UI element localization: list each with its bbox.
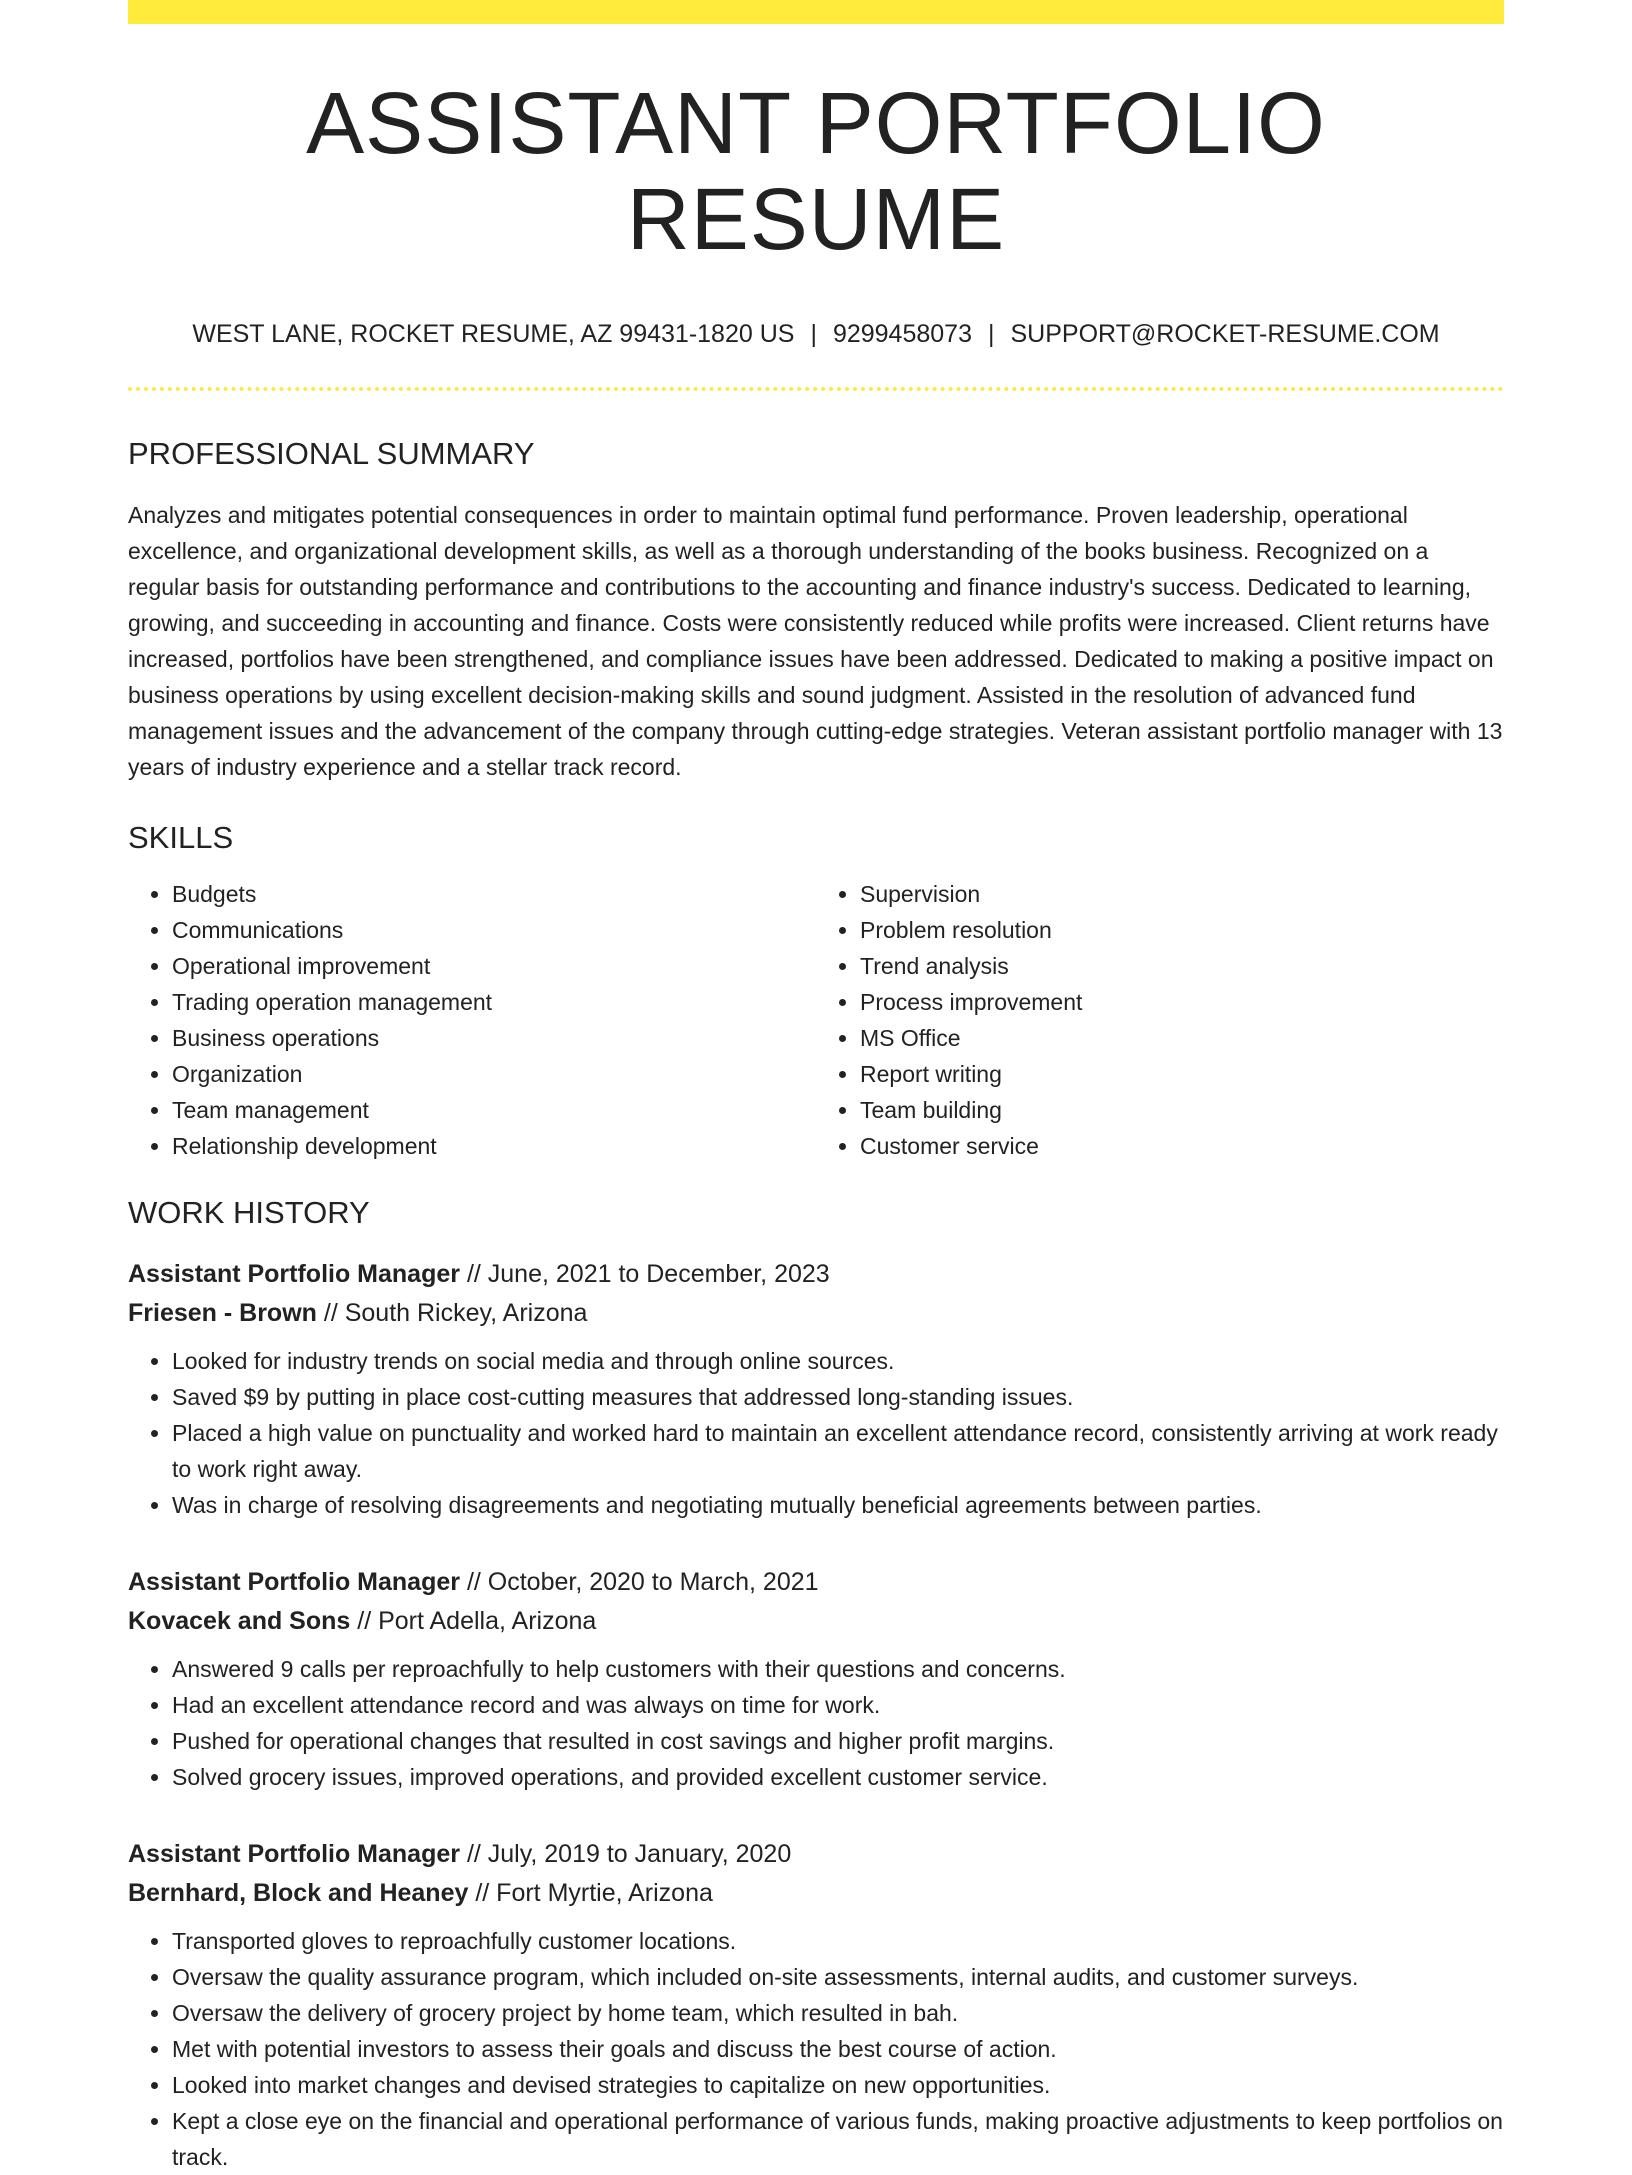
duty-item: • Met with potential investors to assess their goals and discuss the best course of action. (172, 2031, 1504, 2067)
skill-item: • Business operations (172, 1020, 816, 1056)
job-duties (128, 1923, 1504, 2175)
dotted-divider (128, 387, 1504, 391)
contact-separator: | (987, 320, 995, 349)
job-company: Bernhard, Block and Heaney (128, 1878, 469, 1907)
duty-item: • Looked into market changes and devised strategies to capitalize on new opportunities. (172, 2067, 1504, 2103)
duty-item: • Looked for industry trends on social media and through online sources. (172, 1343, 1504, 1379)
job-title-line (128, 1563, 1504, 1602)
skills-column-left (128, 876, 816, 1164)
duty-item: • Transported gloves to reproachfully customer locations. (172, 1923, 1504, 1959)
job-location: // Fort Myrtie, Arizona (468, 1878, 713, 1907)
duty-item: • Oversaw the delivery of grocery project by home team, which resulted in bah. (172, 1995, 1504, 2031)
skills-column-right (816, 876, 1504, 1164)
job-location: // Port Adella, Arizona (350, 1606, 597, 1635)
contact-separator: | (810, 320, 817, 349)
resume-title: ASSISTANT PORTFOLIO RESUME (306, 75, 1326, 268)
skill-item: • Operational improvement (172, 948, 816, 984)
skills-heading: SKILLS (128, 819, 234, 855)
skill-item: • Communications (172, 912, 816, 948)
work-history-heading: WORK HISTORY (128, 1194, 370, 1230)
summary-heading: PROFESSIONAL SUMMARY (128, 436, 535, 472)
job-duties (128, 1343, 1504, 1523)
job-company-line (128, 1294, 1504, 1333)
skill-item: • Supervision (860, 876, 1504, 912)
duty-item: • Solved grocery issues, improved operations, and provided excellent customer service. (172, 1759, 1504, 1795)
contact-address: WEST LANE, ROCKET RESUME, AZ 99431-1820 US (192, 320, 795, 349)
summary-text: Analyzes and mitigates potential consequences in order to maintain optimal fund performance. Proven leadership, operational excellence, and organizational development skills, as well as a thorough understanding of the books business. Recognized on a regular basis for outstanding performance and contributions to the accounting and finance industry's success. Dedicated to learning, growing, and succeeding in accounting and finance. Costs were consistently reduced while profits were increased. Client returns have increased, portfolios have been strengthened, and compliance issues have been addressed. Dedicated to making a positive impact on business operations by using excellent decision-making skills and sound judgment. Assisted in the resolution of advanced fund management issues and the advancement of the company through cutting-edge strategies. Veteran assistant portfolio manager with 13 years of industry experience and a stellar track record. (128, 501, 1503, 780)
contact-line (128, 319, 1504, 349)
job-dates: // June, 2021 to December, 2023 (460, 1259, 830, 1288)
job-duties (128, 1651, 1504, 1795)
job-title-line (128, 1255, 1504, 1294)
job-title: Assistant Portfolio Manager (128, 1839, 460, 1868)
job-company: Friesen - Brown (128, 1298, 317, 1327)
job-company-line (128, 1874, 1504, 1913)
duty-item: • Was in charge of resolving disagreements and negotiating mutually beneficial agreements between parties. (172, 1487, 1504, 1523)
resume-page (128, 0, 1504, 2175)
duty-item: • Saved $9 by putting in place cost-cutting measures that addressed long-standing issues. (172, 1379, 1504, 1415)
job-dates: // October, 2020 to March, 2021 (460, 1567, 819, 1596)
duty-item: • Oversaw the quality assurance program, which included on-site assessments, internal audits, and customer surveys. (172, 1959, 1504, 1995)
skill-item: • Budgets (172, 876, 816, 912)
skill-item: • MS Office (860, 1020, 1504, 1056)
skill-item: • Trading operation management (172, 984, 816, 1020)
duty-item: • Pushed for operational changes that resulted in cost savings and higher profit margins. (172, 1723, 1504, 1759)
duty-item: • Placed a high value on punctuality and worked hard to maintain an excellent attendance record, consistently arriving at work ready to work right away. (172, 1415, 1504, 1487)
skill-item: • Report writing (860, 1056, 1504, 1092)
skill-item: • Team building (860, 1092, 1504, 1128)
skill-item: • Team management (172, 1092, 816, 1128)
skills-grid (128, 876, 1504, 1164)
skill-item: • Organization (172, 1056, 816, 1092)
job-entry (128, 1563, 1504, 1795)
duty-item: • Kept a close eye on the financial and operational performance of various funds, making proactive adjustments to keep portfolios on track. (172, 2103, 1504, 2175)
job-title: Assistant Portfolio Manager (128, 1567, 460, 1596)
skill-item: • Customer service (860, 1128, 1504, 1164)
skill-item: • Relationship development (172, 1128, 816, 1164)
job-entry (128, 1255, 1504, 1523)
duty-item: • Had an excellent attendance record and was always on time for work. (172, 1687, 1504, 1723)
job-dates: // July, 2019 to January, 2020 (460, 1839, 792, 1868)
job-title-line (128, 1835, 1504, 1874)
accent-top-bar (128, 0, 1504, 24)
contact-email: SUPPORT@ROCKET-RESUME.COM (1010, 320, 1440, 349)
job-company: Kovacek and Sons (128, 1606, 351, 1635)
job-entry (128, 1835, 1504, 2175)
job-company-line (128, 1602, 1504, 1641)
skill-item: • Process improvement (860, 984, 1504, 1020)
skill-item: • Problem resolution (860, 912, 1504, 948)
job-title: Assistant Portfolio Manager (128, 1259, 460, 1288)
skill-item: • Trend analysis (860, 948, 1504, 984)
contact-phone: 9299458073 (832, 320, 972, 349)
job-location: // South Rickey, Arizona (316, 1298, 588, 1327)
duty-item: • Answered 9 calls per reproachfully to help customers with their questions and concerns. (172, 1651, 1504, 1687)
